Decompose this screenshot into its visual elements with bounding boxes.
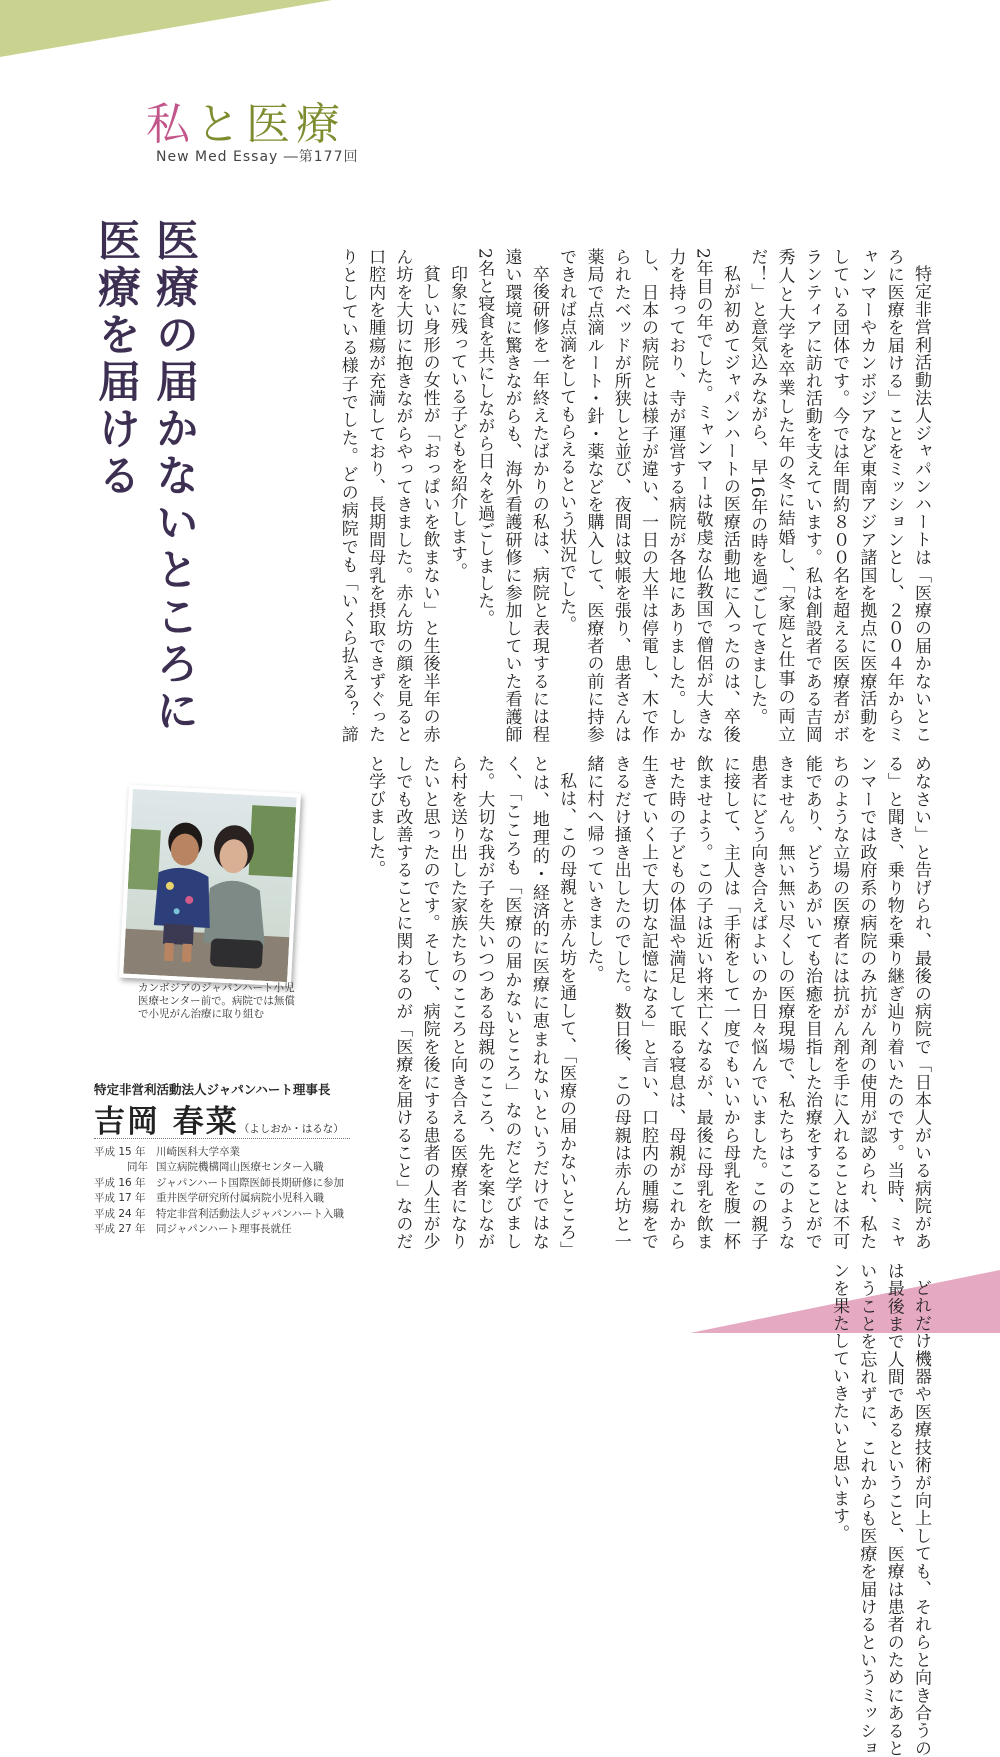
body-paragraph: 特定非営利活動法人ジャパンハートは「医療の届かないところに医療を届ける」ことをミッションとし、２００４年からミャンマーやカンボジアなど東南アジア諸国を拠点に医療活動をしている団体です。今では年間約８００名を超える医療者がボランティアに訪れ活動を支えています。私は創設者である吉岡秀人と大学を卒業した年の冬に結婚し、「家庭と仕事の両立だ！」と意気込みながら、早16年の時を過ごしてきました。 [747,248,931,744]
headline-line-1: 医療の届かないところに [149,218,199,735]
career-item [94,1160,344,1175]
author-organization: 特定非営利活動法人ジャパンハート理事長 [94,1082,331,1097]
author-name-line [94,1096,344,1141]
career-event: 国立病院機構岡山医療センター入職 [156,1161,324,1174]
career-event: 川崎医科大学卒業 [156,1146,240,1158]
career-year: 同年 [127,1161,148,1174]
career-year: 平成 17 年 [94,1192,146,1205]
series-subtitle: New Med Essay ―第177回 [156,149,359,165]
career-item [94,1145,344,1160]
career-event: 重井医学研究所付属病院小児科入職 [156,1192,324,1205]
body-paragraph: 貧しい身形の女性が「おっぱいを飲まない」と生後半年の赤ん坊を大切に抱きながらやってきました。赤ん坊の顔を見ると口腔内を腫瘍が充満しており、長期間母乳を摂取できずぐったりとしている様子でした。どの病院でも「いくら払える？ 諦めなさい」と告げられ、最後の病院で「日本人がいる病院がある」と聞き、乗り物を乗り継ぎ辿り着いたのです。当時、ミャンマーでは政府系の病院のみ抗がん剤の使用が認められ、私たちのような立場の医療者には抗がん剤を手に入れることは不可能であり、どうあがいても治癒を目指した治療をすることができません。無い無い尽くしの医療現場で、私たちはこのような患者にどう向き合えばよいのか日々悩んでいました。この親子に接して、主人は「手術をして一度でもいいから母乳を腹一杯飲ませよう。この子は近い将来亡くなるが、最後に母乳を飲ませた時の子どもの体温や満足して眠る寝息は、母親がこれから生きていく上で大切な記憶になる」と言い、口腔内の腫瘍をできるだけ掻き出したのでした。数日後、この母親は赤ん坊と一緒に村へ帰っていきました。 [337,248,931,1250]
career-year: 平成 27 年 [94,1223,146,1236]
headline-line-2: 医療を届ける [91,218,141,500]
career-list [94,1145,344,1237]
corner-decoration-top [0,0,1000,60]
body-paragraph: 印象に残っている子どもを紹介します。 [446,265,467,580]
career-item [94,1176,344,1191]
photo [119,785,301,987]
career-event: 特定非営利活動法人ジャパンハート入職 [156,1207,345,1220]
career-year: 平成 24 年 [94,1207,146,1220]
career-year: 平成 15 年 [94,1146,146,1158]
series-title-part1: 私 [146,99,196,150]
career-event: ジャパンハート国際医師長期研修に参加 [156,1176,345,1189]
career-event: 同ジャパンハート理事長就任 [156,1223,292,1236]
body-paragraph: 卒後研修を一年終えたばかりの私は、病院と表現するには程遠い環境に驚きながらも、海外看護研修に参加していた看護師2名と寝食を共にしながら日々を過ごしました。 [474,248,549,743]
career-year: 平成 16 年 [94,1176,146,1189]
series-title-part3: 医療 [246,99,346,150]
series-title-part2: と [196,99,246,150]
body-paragraph: どれだけ機器や医療技術が向上しても、それらと向き合うのは最後まで人間であるということ、医療は患者のためにあるということを忘れずに、これからも医療を届けるというミッションを果たしていきたいと思います。 [829,1262,931,1757]
photo-caption: カンボジアのジャパンハート小児医療センター前で。病院では無償で小児がん治療に取り組む [138,982,295,1020]
author-name-reading: （よしおか・はるな） [238,1123,344,1135]
career-item [94,1207,344,1222]
series-title [146,88,346,152]
essay-body [324,248,934,1757]
body-paragraph: 私が初めてジャパンハートの医療活動地に入ったのは、卒後2年目の年でした。ミャンマーは敬虔な仏教国で僧侶が大きな力を持っており、寺が運営する病院が各地にありました。しかし、日本の病院とは様子が違い、一日の大半は停電し、木で作られたベッドが所狭しと並び、夜間は蚊帳を張り、患者さんは薬局で点滴ルート・針・薬などを購入して、医療者の前に持参できれば点滴をしてもらえるという状況でした。 [556,248,740,743]
photo-illustration [123,789,296,982]
divider [94,1138,350,1139]
career-item [94,1191,344,1206]
author-name: 吉岡 春菜 [94,1104,239,1140]
career-item [94,1222,344,1237]
body-paragraph: 私は、この母親と赤ん坊を通して、「医療の届かないところ」とは、地理的・経済的に医療に恵まれないというだけではなく、「こころも「医療の届かないところ」なのだと学びました。大切な我が子を失いつつある母親のこころ、先を案じながら村を送り出した家族たちのこころと向き合える医療者になりたいと思ったのです。そして、病院を後にする患者の人生が少しでも改善することに関わるのが「医療を届けること」なのだと学びました。 [365,755,577,1250]
